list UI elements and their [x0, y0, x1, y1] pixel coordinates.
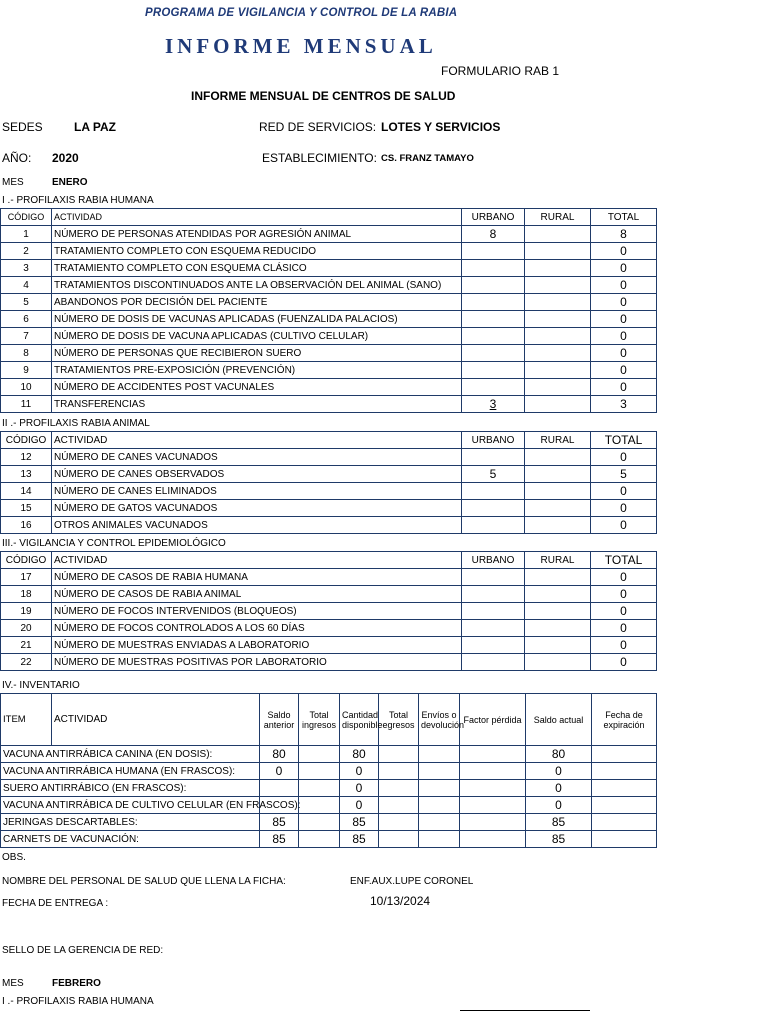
row-rural-value[interactable]	[525, 586, 591, 603]
inventory-factor-perdida-value[interactable]	[460, 746, 526, 763]
col-header-activity: ACTIVIDAD	[52, 552, 462, 569]
row-activity: TRATAMIENTOS PRE-EXPOSICIÓN (PREVENCIÓN)	[52, 362, 462, 379]
row-activity: OTROS ANIMALES VACUNADOS	[52, 517, 462, 534]
inventory-saldo-actual-value[interactable]: 0	[526, 763, 592, 780]
row-urban-value[interactable]: 3	[462, 396, 525, 413]
row-rural-value[interactable]	[525, 569, 591, 586]
inventory-envios-value[interactable]	[419, 797, 460, 814]
inventory-fecha-exp-value[interactable]	[592, 814, 657, 831]
sello-label: SELLO DE LA GERENCIA DE RED:	[2, 945, 164, 956]
row-code: 6	[1, 311, 52, 328]
inventory-saldo-actual-value[interactable]: 0	[526, 780, 592, 797]
inventory-saldo-anterior-value[interactable]: 80	[260, 746, 299, 763]
inventory-fecha-exp-value[interactable]	[592, 831, 657, 848]
row-rural-value[interactable]	[525, 396, 591, 413]
mes-label-next: MES	[2, 978, 24, 989]
row-activity: NÚMERO DE CASOS DE RABIA ANIMAL	[52, 586, 462, 603]
row-code: 15	[1, 500, 52, 517]
row-code: 2	[1, 243, 52, 260]
table-row	[1, 620, 657, 637]
table-row	[1, 277, 657, 294]
row-urban-value[interactable]	[462, 328, 525, 345]
anio-value[interactable]: 2020	[52, 151, 79, 165]
inventory-cantidad-disponible-value[interactable]: 0	[340, 763, 379, 780]
row-code: 7	[1, 328, 52, 345]
inventory-saldo-actual-value[interactable]: 85	[526, 814, 592, 831]
mes-value-next[interactable]: FEBRERO	[52, 978, 101, 989]
row-urban-value[interactable]	[462, 277, 525, 294]
inventory-cantidad-disponible-value[interactable]: 0	[340, 797, 379, 814]
row-code: 1	[1, 226, 52, 243]
row-rural-value[interactable]	[525, 620, 591, 637]
signature-line	[460, 1010, 590, 1011]
row-urban-value[interactable]	[462, 294, 525, 311]
row-total-value: 0	[591, 260, 657, 277]
row-activity: TRATAMIENTOS DISCONTINUADOS ANTE LA OBSERVACIÓN DEL ANIMAL (SANO)	[52, 277, 462, 294]
row-total-value: 0	[591, 328, 657, 345]
col-header-urban: URBANO	[462, 209, 525, 226]
col-header-total-egresos: Total egresos	[379, 694, 419, 746]
sedes-label: SEDES	[2, 120, 43, 134]
col-header-urban: URBANO	[462, 552, 525, 569]
obs-label: OBS.	[2, 852, 26, 863]
table-header-row	[1, 694, 657, 746]
row-rural-value[interactable]	[525, 328, 591, 345]
table-row	[1, 483, 657, 500]
inventory-total-ingresos-value[interactable]	[299, 814, 340, 831]
inventory-total-egresos-value[interactable]	[379, 746, 419, 763]
col-header-activity: ACTIVIDAD	[52, 694, 260, 746]
col-header-total: TOTAL	[591, 209, 657, 226]
row-urban-value[interactable]: 8	[462, 226, 525, 243]
row-urban-value[interactable]	[462, 586, 525, 603]
mes-value[interactable]: ENERO	[52, 177, 88, 188]
inventory-item-label: VACUNA ANTIRRÁBICA CANINA (EN DOSIS):	[1, 746, 260, 763]
row-total-value: 8	[591, 226, 657, 243]
row-activity: NÚMERO DE PERSONAS ATENDIDAS POR AGRESIÓN ANIMAL	[52, 226, 462, 243]
section4-title: IV.- INVENTARIO	[2, 680, 80, 691]
row-rural-value[interactable]	[525, 603, 591, 620]
establecimiento-value[interactable]: CS. FRANZ TAMAYO	[381, 153, 474, 164]
row-rural-value[interactable]	[525, 449, 591, 466]
row-rural-value[interactable]	[525, 243, 591, 260]
section3-table	[0, 551, 657, 671]
section2-title: II .- PROFILAXIS RABIA ANIMAL	[2, 418, 150, 429]
row-rural-value[interactable]	[525, 362, 591, 379]
row-activity: NÚMERO DE ACCIDENTES POST VACUNALES	[52, 379, 462, 396]
inventory-factor-perdida-value[interactable]	[460, 814, 526, 831]
col-header-activity: ACTIVIDAD	[52, 209, 462, 226]
inventory-total-egresos-value[interactable]	[379, 763, 419, 780]
row-code: 3	[1, 260, 52, 277]
inventory-fecha-exp-value[interactable]	[592, 797, 657, 814]
inventory-cantidad-disponible-value[interactable]: 85	[340, 831, 379, 848]
inventory-row	[1, 780, 657, 797]
row-rural-value[interactable]	[525, 226, 591, 243]
row-activity: TRATAMIENTO COMPLETO CON ESQUEMA REDUCIDO	[52, 243, 462, 260]
anio-label: AÑO:	[2, 151, 32, 165]
row-total-value: 0	[591, 620, 657, 637]
table-row	[1, 260, 657, 277]
col-header-rural: RURAL	[525, 552, 591, 569]
row-activity: NÚMERO DE MUESTRAS POSITIVAS POR LABORATORIO	[52, 654, 462, 671]
inventory-item-label: VACUNA ANTIRRÁBICA HUMANA (EN FRASCOS):	[1, 763, 260, 780]
inventory-total-ingresos-value[interactable]	[299, 746, 340, 763]
col-header-total: TOTAL	[591, 552, 657, 569]
row-urban-value[interactable]	[462, 620, 525, 637]
inventory-row	[1, 746, 657, 763]
row-urban-value[interactable]	[462, 483, 525, 500]
row-urban-value[interactable]	[462, 345, 525, 362]
row-activity: TRANSFERENCIAS	[52, 396, 462, 413]
row-total-value: 0	[591, 500, 657, 517]
personal-label: NOMBRE DEL PERSONAL DE SALUD QUE LLENA LA FICHA:	[2, 876, 286, 887]
row-activity: NÚMERO DE CASOS DE RABIA HUMANA	[52, 569, 462, 586]
row-rural-value[interactable]	[525, 654, 591, 671]
fecha-entrega-value[interactable]: 10/13/2024	[370, 894, 431, 908]
inventory-total-egresos-value[interactable]	[379, 831, 419, 848]
row-rural-value[interactable]	[525, 311, 591, 328]
row-activity: NÚMERO DE DOSIS DE VACUNAS APLICADAS (FUENZALIDA PALACIOS)	[52, 311, 462, 328]
table-row	[1, 362, 657, 379]
table-header-row	[1, 432, 657, 449]
row-activity: NÚMERO DE CANES ELIMINADOS	[52, 483, 462, 500]
row-urban-value[interactable]: 5	[462, 466, 525, 483]
inventory-factor-perdida-value[interactable]	[460, 831, 526, 848]
row-code: 5	[1, 294, 52, 311]
row-activity: NÚMERO DE GATOS VACUNADOS	[52, 500, 462, 517]
report-title: INFORME MENSUAL	[165, 34, 437, 58]
row-rural-value[interactable]	[525, 345, 591, 362]
col-header-item: ITEM	[1, 694, 52, 746]
inventory-item-label: SUERO ANTIRRÁBICO (EN FRASCOS):	[1, 780, 260, 797]
row-total-value: 0	[591, 586, 657, 603]
row-rural-value[interactable]	[525, 260, 591, 277]
table-row	[1, 449, 657, 466]
row-urban-value[interactable]	[462, 603, 525, 620]
section1-table	[0, 208, 657, 413]
row-activity: NÚMERO DE CANES VACUNADOS	[52, 449, 462, 466]
row-total-value: 0	[591, 637, 657, 654]
col-header-activity: ACTIVIDAD	[52, 432, 462, 449]
inventory-envios-value[interactable]	[419, 780, 460, 797]
row-urban-value[interactable]	[462, 379, 525, 396]
row-urban-value[interactable]	[462, 362, 525, 379]
row-rural-value[interactable]	[525, 466, 591, 483]
inventory-factor-perdida-value[interactable]	[460, 797, 526, 814]
row-urban-value[interactable]	[462, 243, 525, 260]
row-total-value: 0	[591, 243, 657, 260]
row-rural-value[interactable]	[525, 517, 591, 534]
col-header-code: CÓDIGO	[1, 432, 52, 449]
table-row	[1, 500, 657, 517]
table-row	[1, 603, 657, 620]
inventory-row	[1, 814, 657, 831]
col-header-cantidad-disponible: Cantidad disponible	[340, 694, 379, 746]
form-code: FORMULARIO RAB 1	[441, 64, 560, 78]
row-total-value: 0	[591, 483, 657, 500]
row-activity: NÚMERO DE DOSIS DE VACUNA APLICADAS (CULTIVO CELULAR)	[52, 328, 462, 345]
inventory-cantidad-disponible-value[interactable]: 80	[340, 746, 379, 763]
table-header-row	[1, 209, 657, 226]
row-code: 14	[1, 483, 52, 500]
table-row	[1, 396, 657, 413]
table-row	[1, 345, 657, 362]
inventory-item-label: VACUNA ANTIRRÁBICA DE CULTIVO CELULAR (EN FRASCOS):	[1, 797, 260, 814]
row-code: 12	[1, 449, 52, 466]
col-header-rural: RURAL	[525, 209, 591, 226]
row-total-value: 0	[591, 449, 657, 466]
row-code: 19	[1, 603, 52, 620]
inventory-cantidad-disponible-value[interactable]: 0	[340, 780, 379, 797]
row-total-value: 0	[591, 569, 657, 586]
inventory-row	[1, 831, 657, 848]
row-total-value: 0	[591, 362, 657, 379]
row-total-value: 0	[591, 517, 657, 534]
establecimiento-label: ESTABLECIMIENTO:	[262, 151, 377, 165]
inventory-item-label: CARNETS DE VACUNACIÓN:	[1, 831, 260, 848]
table-row	[1, 569, 657, 586]
row-urban-value[interactable]	[462, 311, 525, 328]
inventory-fecha-exp-value[interactable]	[592, 780, 657, 797]
row-total-value: 0	[591, 345, 657, 362]
inventory-total-ingresos-value[interactable]	[299, 780, 340, 797]
section1-title: I .- PROFILAXIS RABIA HUMANA	[2, 195, 154, 206]
row-activity: NÚMERO DE PERSONAS QUE RECIBIERON SUERO	[52, 345, 462, 362]
red-servicios-value[interactable]: LOTES Y SERVICIOS	[381, 120, 501, 134]
table-row	[1, 294, 657, 311]
row-activity: NÚMERO DE MUESTRAS ENVIADAS A LABORATORIO	[52, 637, 462, 654]
inventory-item-label: JERINGAS DESCARTABLES:	[1, 814, 260, 831]
row-rural-value[interactable]	[525, 277, 591, 294]
row-urban-value[interactable]	[462, 569, 525, 586]
row-code: 9	[1, 362, 52, 379]
row-total-value: 0	[591, 603, 657, 620]
inventory-saldo-actual-value[interactable]: 0	[526, 797, 592, 814]
inventory-factor-perdida-value[interactable]	[460, 763, 526, 780]
table-row	[1, 379, 657, 396]
inventory-total-egresos-value[interactable]	[379, 780, 419, 797]
row-code: 8	[1, 345, 52, 362]
col-header-fecha-expiracion: Fecha de expiración	[592, 694, 657, 746]
table-row	[1, 226, 657, 243]
table-row	[1, 637, 657, 654]
red-servicios-label: RED DE SERVICIOS:	[259, 120, 377, 134]
row-code: 13	[1, 466, 52, 483]
table-row	[1, 466, 657, 483]
inventory-total-ingresos-value[interactable]	[299, 797, 340, 814]
row-activity: NÚMERO DE FOCOS INTERVENIDOS (BLOQUEOS)	[52, 603, 462, 620]
row-urban-value[interactable]	[462, 637, 525, 654]
next-section-title: I .- PROFILAXIS RABIA HUMANA	[2, 996, 154, 1007]
row-rural-value[interactable]	[525, 500, 591, 517]
inventory-saldo-anterior-value[interactable]: 0	[260, 763, 299, 780]
row-total-value: 0	[591, 379, 657, 396]
row-urban-value[interactable]	[462, 654, 525, 671]
col-header-code: CÓDIGO	[1, 552, 52, 569]
table-row	[1, 654, 657, 671]
row-code: 10	[1, 379, 52, 396]
row-code: 20	[1, 620, 52, 637]
row-rural-value[interactable]	[525, 483, 591, 500]
row-total-value: 0	[591, 277, 657, 294]
row-code: 22	[1, 654, 52, 671]
row-total-value: 3	[591, 396, 657, 413]
col-header-total: TOTAL	[591, 432, 657, 449]
inventory-fecha-exp-value[interactable]	[592, 746, 657, 763]
section2-table	[0, 431, 657, 534]
program-title: PROGRAMA DE VIGILANCIA Y CONTROL DE LA RABIA	[145, 7, 458, 19]
inventory-total-egresos-value[interactable]	[379, 797, 419, 814]
inventory-saldo-actual-value[interactable]: 85	[526, 831, 592, 848]
row-activity: TRATAMIENTO COMPLETO CON ESQUEMA CLÁSICO	[52, 260, 462, 277]
row-rural-value[interactable]	[525, 379, 591, 396]
sedes-value[interactable]: LA PAZ	[74, 120, 116, 134]
col-header-saldo-actual: Saldo actual	[526, 694, 592, 746]
inventory-saldo-anterior-value[interactable]: 85	[260, 814, 299, 831]
inventory-envios-value[interactable]	[419, 763, 460, 780]
col-header-urban: URBANO	[462, 432, 525, 449]
inventory-table	[0, 693, 657, 848]
row-code: 21	[1, 637, 52, 654]
row-urban-value[interactable]	[462, 500, 525, 517]
section3-title: III.- VIGILANCIA Y CONTROL EPIDEMIOLÓGICO	[2, 538, 226, 549]
inventory-envios-value[interactable]	[419, 746, 460, 763]
table-row	[1, 517, 657, 534]
row-urban-value[interactable]	[462, 517, 525, 534]
inventory-row	[1, 797, 657, 814]
report-subtitle: INFORME MENSUAL DE CENTROS DE SALUD	[191, 89, 456, 103]
inventory-total-egresos-value[interactable]	[379, 814, 419, 831]
inventory-saldo-anterior-value[interactable]: 85	[260, 831, 299, 848]
inventory-cantidad-disponible-value[interactable]: 85	[340, 814, 379, 831]
table-header-row	[1, 552, 657, 569]
row-activity: NÚMERO DE CANES OBSERVADOS	[52, 466, 462, 483]
inventory-total-ingresos-value[interactable]	[299, 831, 340, 848]
row-activity: ABANDONOS POR DECISIÓN DEL PACIENTE	[52, 294, 462, 311]
inventory-total-ingresos-value[interactable]	[299, 763, 340, 780]
inventory-envios-value[interactable]	[419, 831, 460, 848]
inventory-fecha-exp-value[interactable]	[592, 763, 657, 780]
col-header-rural: RURAL	[525, 432, 591, 449]
table-row	[1, 243, 657, 260]
row-code: 16	[1, 517, 52, 534]
fecha-entrega-label: FECHA DE ENTREGA :	[2, 898, 109, 909]
col-header-envios: Envíos o devolución	[419, 694, 460, 746]
row-rural-value[interactable]	[525, 637, 591, 654]
table-row	[1, 586, 657, 603]
inventory-factor-perdida-value[interactable]	[460, 780, 526, 797]
inventory-saldo-actual-value[interactable]: 80	[526, 746, 592, 763]
table-row	[1, 328, 657, 345]
row-total-value: 0	[591, 294, 657, 311]
inventory-saldo-anterior-value[interactable]	[260, 780, 299, 797]
row-urban-value[interactable]	[462, 449, 525, 466]
inventory-row	[1, 763, 657, 780]
inventory-envios-value[interactable]	[419, 814, 460, 831]
personal-value[interactable]: ENF.AUX.LUPE CORONEL	[350, 876, 474, 887]
mes-label: MES	[2, 177, 24, 188]
row-code: 11	[1, 396, 52, 413]
table-row	[1, 311, 657, 328]
col-header-factor-perdida: Factor pérdida	[460, 694, 526, 746]
col-header-total-ingresos: Total ingresos	[299, 694, 340, 746]
col-header-code: CÓDIGO	[1, 209, 52, 226]
row-total-value: 0	[591, 311, 657, 328]
row-urban-value[interactable]	[462, 260, 525, 277]
col-header-saldo-anterior: Saldo anterior	[260, 694, 299, 746]
row-activity: NÚMERO DE FOCOS CONTROLADOS A LOS 60 DÍAS	[52, 620, 462, 637]
row-code: 18	[1, 586, 52, 603]
row-total-value: 0	[591, 654, 657, 671]
row-rural-value[interactable]	[525, 294, 591, 311]
row-code: 4	[1, 277, 52, 294]
row-total-value: 5	[591, 466, 657, 483]
row-code: 17	[1, 569, 52, 586]
